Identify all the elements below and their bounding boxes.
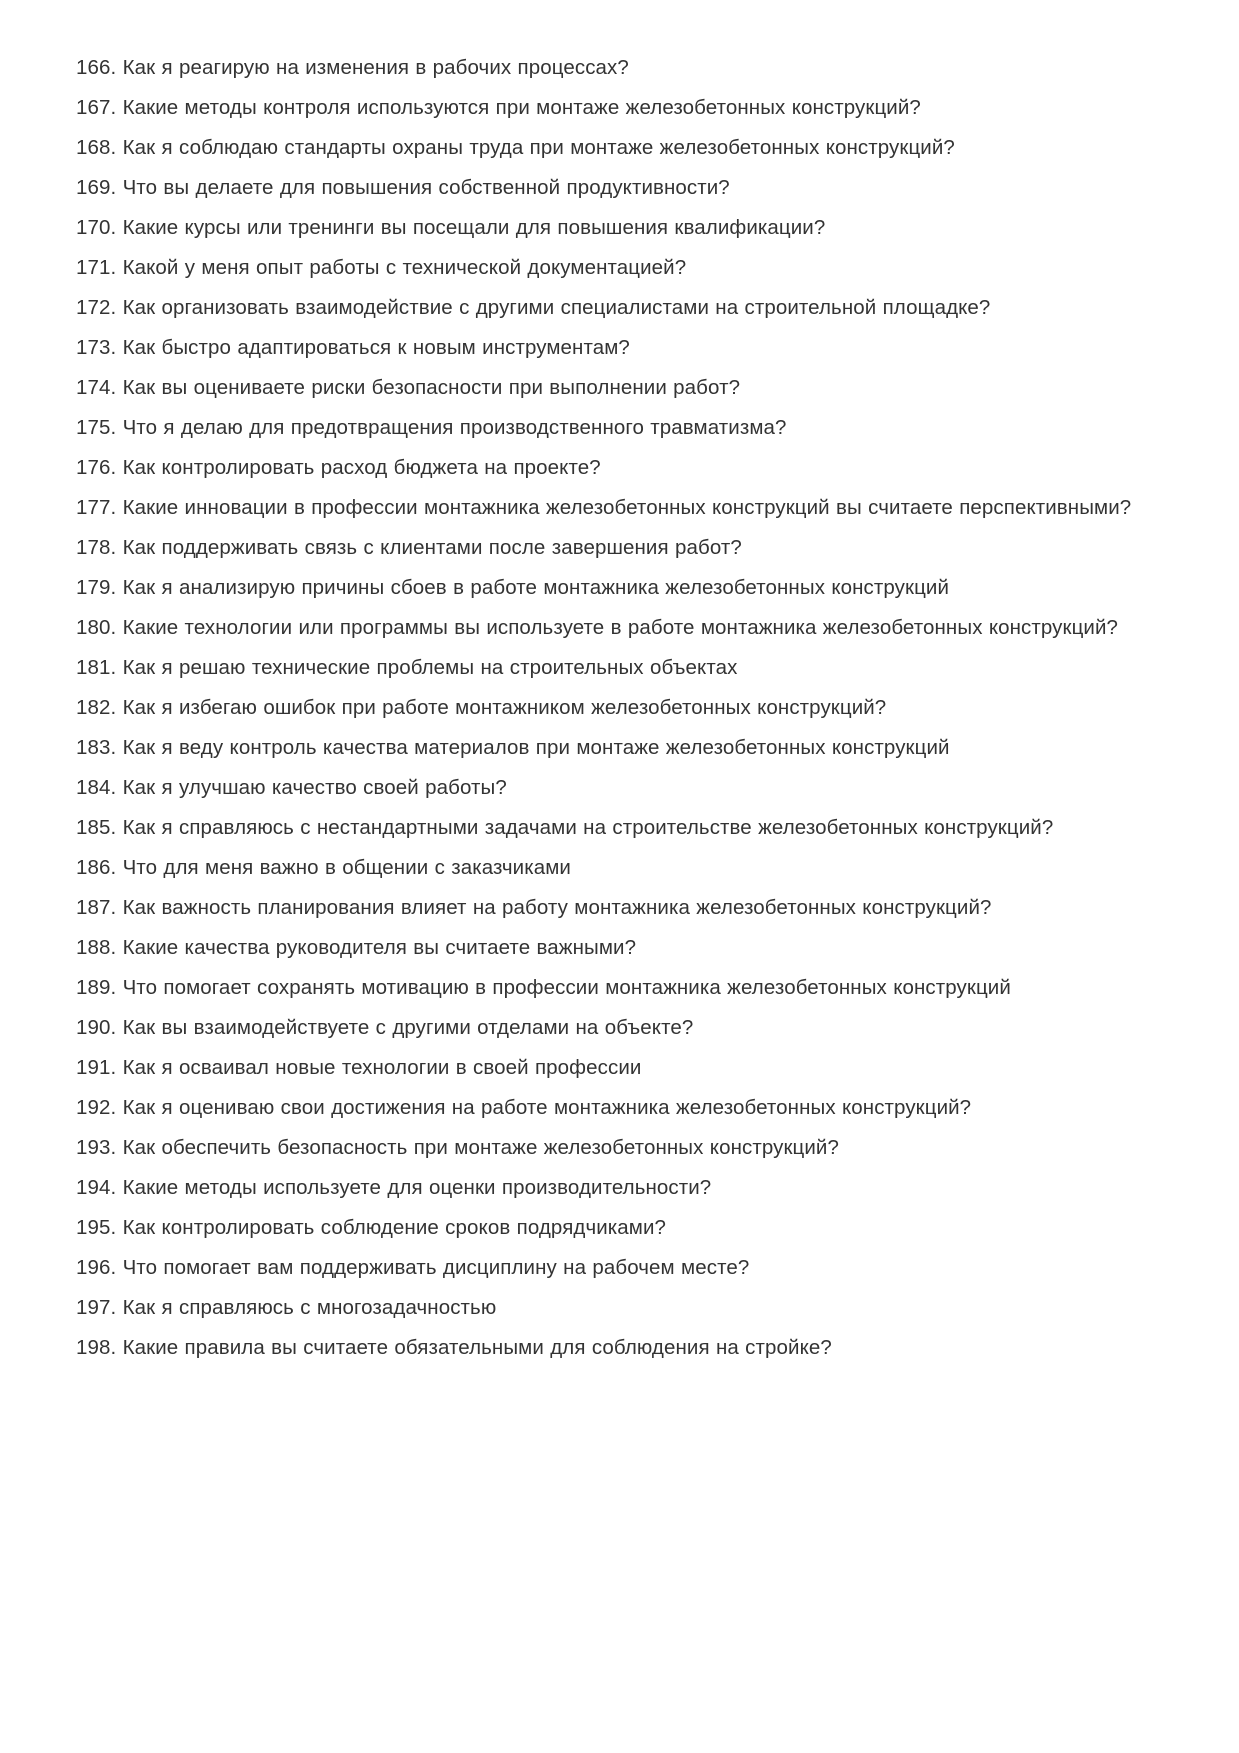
question-list bbox=[76, 48, 1165, 1368]
list-item: 179. Как я анализирую причины сбоев в работе монтажника железобетонных конструкций bbox=[76, 576, 950, 599]
list-item: 173. Как быстро адаптироваться к новым инструментам? bbox=[76, 336, 630, 359]
list-item: 175. Что я делаю для предотвращения производственного травматизма? bbox=[76, 416, 787, 439]
list-item: 166. Как я реагирую на изменения в рабочих процессах? bbox=[76, 56, 629, 79]
list-item: 177. Какие инновации в профессии монтажника железобетонных конструкций вы считаете перспективными? bbox=[76, 496, 1132, 519]
list-item: 194. Какие методы используете для оценки производительности? bbox=[76, 1176, 712, 1199]
list-item: 195. Как контролировать соблюдение сроков подрядчиками? bbox=[76, 1216, 667, 1239]
list-item: 189. Что помогает сохранять мотивацию в профессии монтажника железобетонных конструкций bbox=[76, 976, 1011, 999]
list-item: 169. Что вы делаете для повышения собственной продуктивности? bbox=[76, 176, 730, 199]
list-item: 168. Как я соблюдаю стандарты охраны труда при монтаже железобетонных конструкций? bbox=[76, 136, 955, 159]
list-item: 188. Какие качества руководителя вы считаете важными? bbox=[76, 936, 637, 959]
list-item: 187. Как важность планирования влияет на работу монтажника железобетонных конструкций? bbox=[76, 896, 992, 919]
list-item: 178. Как поддерживать связь с клиентами после завершения работ? bbox=[76, 536, 742, 559]
list-item: 196. Что помогает вам поддерживать дисциплину на рабочем месте? bbox=[76, 1256, 750, 1279]
list-item: 182. Как я избегаю ошибок при работе монтажником железобетонных конструкций? bbox=[76, 696, 887, 719]
list-item: 192. Как я оцениваю свои достижения на работе монтажника железобетонных конструкций? bbox=[76, 1096, 972, 1119]
list-item: 198. Какие правила вы считаете обязательными для соблюдения на стройке? bbox=[76, 1336, 832, 1359]
list-item: 193. Как обеспечить безопасность при монтаже железобетонных конструкций? bbox=[76, 1136, 839, 1159]
list-item: 176. Как контролировать расход бюджета на проекте? bbox=[76, 456, 601, 479]
list-item: 180. Какие технологии или программы вы используете в работе монтажника железобетонных конструкций? bbox=[76, 616, 1119, 639]
list-item: 186. Что для меня важно в общении с заказчиками bbox=[76, 856, 571, 879]
list-item: 183. Как я веду контроль качества материалов при монтаже железобетонных конструкций bbox=[76, 736, 950, 759]
list-item: 197. Как я справляюсь с многозадачностью bbox=[76, 1296, 497, 1319]
list-item: 184. Как я улучшаю качество своей работы? bbox=[76, 776, 507, 799]
list-item: 181. Как я решаю технические проблемы на строительных объектах bbox=[76, 656, 738, 679]
list-item: 191. Как я осваивал новые технологии в своей профессии bbox=[76, 1056, 642, 1079]
list-item: 190. Как вы взаимодействуете с другими отделами на объекте? bbox=[76, 1016, 694, 1039]
list-item: 167. Какие методы контроля используются при монтаже железобетонных конструкций? bbox=[76, 96, 921, 119]
list-item: 171. Какой у меня опыт работы с технической документацией? bbox=[76, 256, 687, 279]
list-item: 174. Как вы оцениваете риски безопасности при выполнении работ? bbox=[76, 376, 741, 399]
list-item: 172. Как организовать взаимодействие с другими специалистами на строительной площадке? bbox=[76, 296, 991, 319]
list-item: 185. Как я справляюсь с нестандартными задачами на строительстве железобетонных конструкций? bbox=[76, 816, 1054, 839]
list-item: 170. Какие курсы или тренинги вы посещали для повышения квалификации? bbox=[76, 216, 826, 239]
